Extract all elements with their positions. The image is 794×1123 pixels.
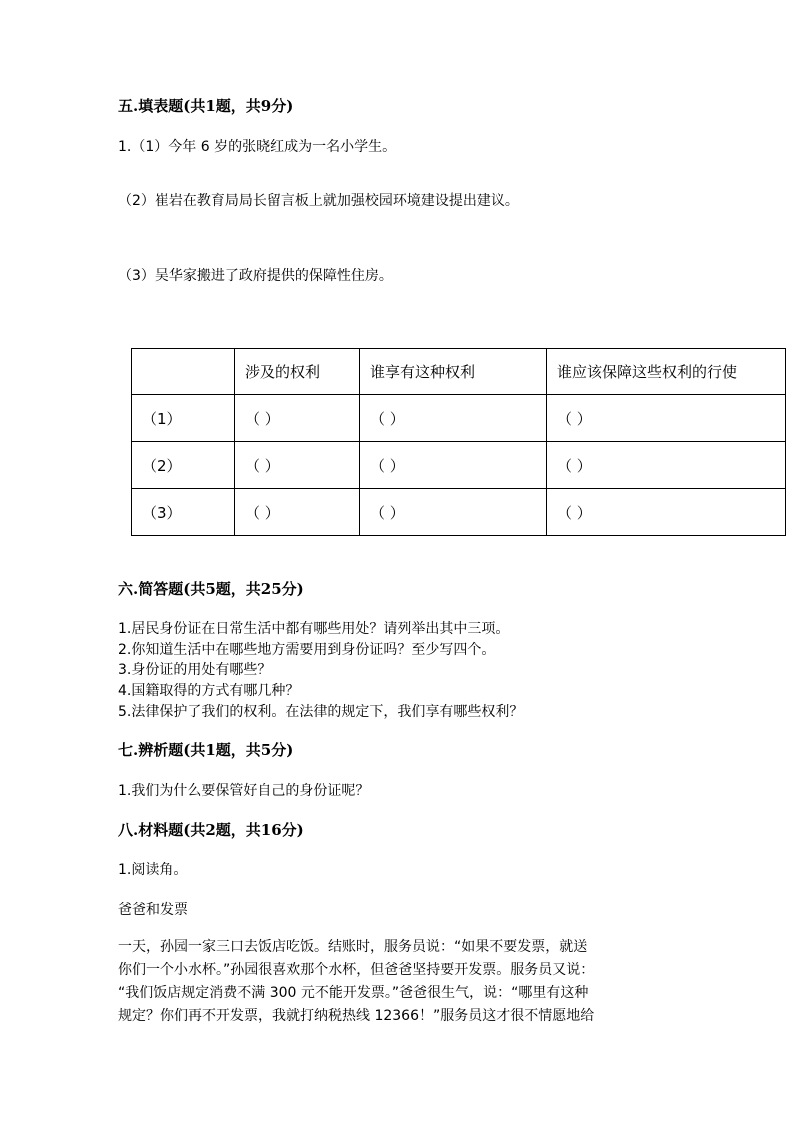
table-header-cell [132, 349, 235, 395]
question-7-1: 1.我们为什么要保管好自己的身份证呢？ [118, 783, 370, 799]
question-6-4: 4.国籍取得的方式有哪几种？ [118, 683, 300, 699]
story-line: 一天，孙园一家三口去饭店吃饭。结账时，服务员说：“如果不要发票，就送 [118, 939, 588, 955]
story-line: 规定？你们再不开发票，我就打纳税热线 12366！”服务员这才很不情愿地给 [118, 1008, 595, 1024]
table-cell: （ ） [360, 489, 547, 536]
story-title: 爸爸和发票 [118, 902, 188, 918]
table-row [132, 395, 786, 442]
table-header-cell: 涉及的权利 [235, 349, 360, 395]
table-cell: （ ） [547, 395, 786, 442]
table-header-cell: 谁享有这种权利 [360, 349, 547, 395]
question-5-1-part1: 1.（1）今年 6 岁的张晓红成为一名小学生。 [118, 139, 397, 155]
section6-heading: 六.简答题(共5题，共25分) [118, 580, 304, 598]
table-cell: （ ） [235, 489, 360, 536]
rights-table [131, 348, 786, 536]
table-cell: （ ） [360, 442, 547, 489]
table-row [132, 489, 786, 536]
question-6-1: 1.居民身份证在日常生活中都有哪些用处？请列举出其中三项。 [118, 621, 510, 637]
section8-heading: 八.材料题(共2题，共16分) [118, 821, 304, 839]
table-cell: （ ） [235, 442, 360, 489]
question-6-5: 5.法律保护了我们的权利。在法律的规定下，我们享有哪些权利？ [118, 704, 524, 720]
question-5-1-part2: （2）崔岩在教育局局长留言板上就加强校园环境建设提出建议。 [118, 193, 519, 209]
table-cell: （2） [132, 442, 235, 489]
table-cell: （ ） [547, 489, 786, 536]
table-cell: （ ） [547, 442, 786, 489]
section7-heading: 七.辨析题(共1题，共5分) [118, 741, 294, 759]
story-line: “我们饭店规定消费不满 300 元不能开发票。”爸爸很生气，说：“哪里有这种 [118, 985, 589, 1001]
table-row [132, 442, 786, 489]
table-header-cell: 谁应该保障这些权利的行使 [547, 349, 786, 395]
question-6-2: 2.你知道生活中在哪些地方需要用到身份证吗？至少写四个。 [118, 642, 496, 658]
table-header-row [132, 349, 786, 395]
table-cell: （ ） [235, 395, 360, 442]
story-line: 你们一个小水杯。”孙园很喜欢那个水杯，但爸爸坚持要开发票。服务员又说： [118, 962, 595, 978]
table-cell: （ ） [360, 395, 547, 442]
question-8-1: 1.阅读角。 [118, 862, 188, 878]
section5-heading: 五.填表题(共1题，共9分) [118, 97, 294, 115]
table-cell: （1） [132, 395, 235, 442]
question-5-1-part3: （3）吴华家搬进了政府提供的保障性住房。 [118, 268, 393, 284]
question-6-3: 3.身份证的用处有哪些？ [118, 662, 272, 678]
table-cell: （3） [132, 489, 235, 536]
